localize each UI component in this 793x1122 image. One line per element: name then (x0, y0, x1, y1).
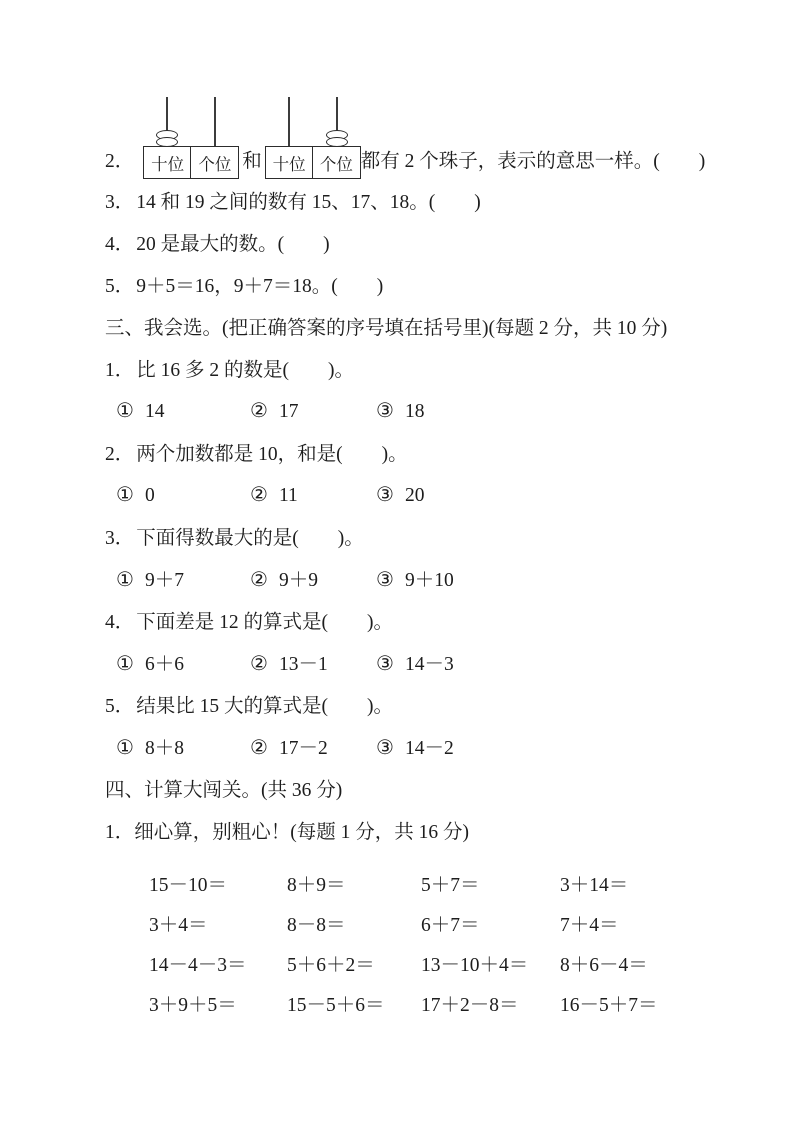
calc-problem: 3＋14＝ (560, 875, 629, 896)
option-label: 17 (278, 400, 299, 422)
circled-number-icon: ③ (376, 737, 394, 759)
calc-problem: 17＋2－8＝ (421, 995, 519, 1016)
question-number: 4． (105, 612, 135, 633)
option-label: 11 (278, 484, 298, 506)
question-number: 2． (105, 444, 135, 465)
circled-number-icon: ③ (376, 483, 394, 506)
calc-problem: 3＋4＝ (149, 915, 208, 936)
calc-problem: 8＋6－4＝ (560, 955, 648, 976)
question-text: 下面得数最大的是( )。 (136, 528, 364, 549)
option-label: 14 (144, 400, 165, 422)
calc-problem: 13－10＋4＝ (421, 955, 529, 976)
ones-place-label: 个位 (312, 146, 361, 179)
true-false-item-3 (105, 179, 757, 221)
options-row-3 (105, 557, 757, 599)
tens-place-label: 十位 (265, 146, 314, 179)
option-label: 20 (404, 484, 425, 506)
option-label: 9＋7 (144, 570, 184, 591)
calc-problem: 3＋9＋5＝ (149, 995, 237, 1016)
section-three-heading: 三、我会选。(把正确答案的序号填在括号里)(每题 2 分，共 10 分) (105, 318, 668, 339)
choice-question-2 (105, 431, 757, 473)
circled-number-icon: ① (116, 653, 134, 675)
ones-place-label: 个位 (190, 146, 239, 179)
choice-question-1 (105, 347, 757, 389)
true-false-item-4 (105, 221, 757, 263)
option-1 (116, 482, 250, 507)
options-row-1 (105, 389, 757, 431)
calc-problem: 16－5＋7＝ (560, 995, 658, 1016)
abacus-beads-icon (156, 133, 178, 147)
circled-number-icon: ① (116, 483, 134, 506)
option-label: 13－1 (278, 654, 328, 675)
circled-number-icon: ① (116, 569, 134, 591)
item-text: 都有 2 个珠子，表示的意思一样。( ) (360, 150, 706, 172)
choice-question-5 (105, 683, 757, 725)
option-1 (116, 732, 250, 760)
section-four-heading: 四、计算大闯关。(共 36 分) (105, 780, 343, 801)
option-1 (116, 398, 250, 423)
question-text: 结果比 15 大的算式是( )。 (136, 696, 394, 717)
option-label: 0 (144, 484, 155, 506)
item-number: 2． (105, 150, 135, 172)
option-label: 14－3 (404, 654, 454, 675)
item-number: 4． (105, 234, 135, 255)
option-label: 8＋8 (144, 738, 184, 759)
abacus-rod-icon (288, 97, 290, 146)
calc-problem: 8－8＝ (287, 915, 346, 936)
item-text: 9＋5＝16，9＋7＝18。( ) (136, 276, 384, 297)
options-row-2 (105, 473, 757, 515)
options-row-5 (105, 725, 757, 767)
option-label: 18 (404, 400, 425, 422)
abacus-rod-icon (214, 97, 216, 146)
circled-number-icon: ② (250, 737, 268, 759)
circled-number-icon: ① (116, 399, 134, 422)
option-2 (250, 564, 376, 592)
calc-problem: 15－5＋6＝ (287, 995, 385, 1016)
option-label: 14－2 (404, 738, 454, 759)
option-3 (376, 648, 454, 676)
calculation-grid (149, 863, 757, 1023)
option-2 (250, 732, 376, 760)
question-number: 5． (105, 696, 135, 717)
question-text: 比 16 多 2 的数是( )。 (136, 360, 355, 381)
option-3 (376, 398, 424, 423)
calc-problem: 5＋6＋2＝ (287, 955, 375, 976)
question-text: 两个加数都是 10，和是( )。 (136, 444, 408, 465)
item-number: 3． (105, 192, 135, 213)
option-1 (116, 648, 250, 676)
question-text: 下面差是 12 的算式是( )。 (136, 612, 394, 633)
circled-number-icon: ② (250, 653, 268, 675)
question-number: 1． (105, 360, 135, 381)
option-3 (376, 482, 424, 507)
calc-problem: 6＋7＝ (421, 915, 480, 936)
abacus-diagram-ones (265, 97, 361, 179)
option-2 (250, 482, 376, 507)
circled-number-icon: ② (250, 483, 268, 506)
abacus-diagram-tens (143, 97, 239, 179)
option-label: 9＋9 (278, 570, 318, 591)
option-label: 9＋10 (404, 570, 454, 591)
calc-problem: 7＋4＝ (560, 915, 619, 936)
choice-question-4 (105, 599, 757, 641)
calc-problem: 15－10＝ (149, 875, 228, 896)
circled-number-icon: ③ (376, 653, 394, 675)
circled-number-icon: ① (116, 737, 134, 759)
true-false-item-5 (105, 263, 757, 305)
calc-subheading: 1．细心算，别粗心！(每题 1 分，共 16 分) (105, 822, 469, 843)
option-1 (116, 564, 250, 592)
circled-number-icon: ② (250, 399, 268, 422)
option-label: 17－2 (278, 738, 328, 759)
circled-number-icon: ③ (376, 569, 394, 591)
item-text: 20 是最大的数。( ) (136, 234, 330, 255)
calc-problem: 14－4－3＝ (149, 955, 247, 976)
question-number: 3． (105, 528, 135, 549)
tens-place-label: 十位 (143, 146, 192, 179)
circled-number-icon: ③ (376, 399, 394, 422)
choice-question-3 (105, 515, 757, 557)
option-3 (376, 732, 454, 760)
abacus-beads-icon (326, 133, 348, 147)
true-false-item-2 (105, 93, 757, 179)
option-3 (376, 564, 454, 592)
circled-number-icon: ② (250, 569, 268, 591)
place-value-frame (265, 146, 361, 179)
connector-text: 和 (242, 150, 262, 172)
option-2 (250, 398, 376, 423)
option-2 (250, 648, 376, 676)
calc-problem: 5＋7＝ (421, 875, 480, 896)
option-label: 6＋6 (144, 654, 184, 675)
item-number: 5． (105, 276, 135, 297)
calc-problem: 8＋9＝ (287, 875, 346, 896)
item-text: 14 和 19 之间的数有 15、17、18。( ) (136, 192, 481, 213)
options-row-4 (105, 641, 757, 683)
place-value-frame (143, 146, 239, 179)
